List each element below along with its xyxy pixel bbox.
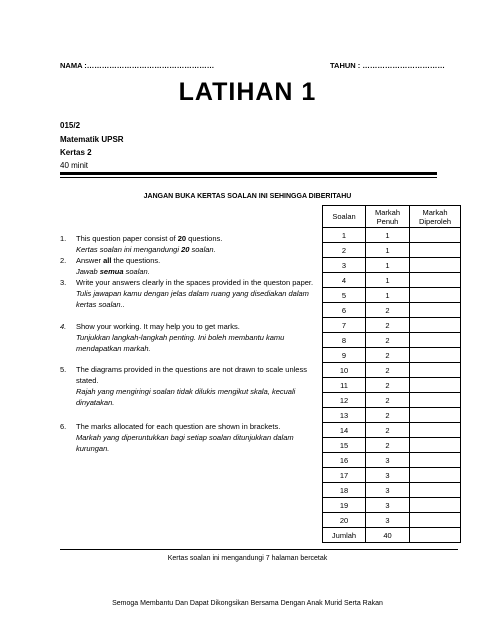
header-markah-diperoleh [410, 206, 461, 228]
obtained-marks-cell[interactable] [410, 498, 461, 513]
question-number: 7 [323, 318, 366, 333]
question-number: 2 [323, 243, 366, 258]
instruction-number: 4. [60, 322, 67, 331]
instruction-text: Answer [76, 256, 104, 265]
instruction-translation: Tulis jawapan kamu dengan jelas dalam ruang yang disediakan dalam kertas soalan.. [76, 289, 309, 309]
footer-message: Semoga Membantu Dan Dapat Dikongsikan Bersama Dengan Anak Murid Serta Rakan [112, 600, 383, 607]
instruction-number: 1. [60, 234, 67, 243]
instruction-text: Write your answers clearly in the spaces provided in the queston paper. [76, 278, 314, 287]
table-row [323, 498, 461, 513]
full-marks: 2 [366, 378, 410, 393]
table-row [323, 438, 461, 453]
instruction-translation: Jawab [76, 267, 100, 276]
obtained-marks-cell[interactable] [410, 348, 461, 363]
full-marks: 3 [366, 483, 410, 498]
divider-thick [60, 172, 437, 175]
obtained-marks-cell[interactable] [410, 453, 461, 468]
question-number: 13 [323, 408, 366, 423]
full-marks: 3 [366, 453, 410, 468]
table-row [323, 243, 461, 258]
obtained-marks-cell[interactable] [410, 273, 461, 288]
instruction-text: This question paper consist of [76, 234, 178, 243]
instruction-translation: soalan. [189, 245, 216, 254]
paper-subject: Matematik UPSR [60, 135, 124, 144]
instruction-4 [60, 321, 315, 354]
paper-code: 015/2 [60, 121, 81, 130]
instruction-5 [60, 364, 315, 408]
instruction-3 [60, 277, 315, 310]
table-row [323, 468, 461, 483]
instruction-translation: Markah yang diperuntukkan bagi setiap soalan ditunjukkan dalam kurungan. [76, 433, 294, 453]
table-row [323, 363, 461, 378]
full-marks: 2 [366, 393, 410, 408]
header-line: Markah [422, 207, 448, 217]
warning-banner: JANGAN BUKA KERTAS SOALAN INI SEHINGGA DIBERITAHU [143, 193, 352, 200]
full-marks: 2 [366, 318, 410, 333]
obtained-marks-cell[interactable] [410, 423, 461, 438]
full-marks: 2 [366, 303, 410, 318]
table-row [323, 273, 461, 288]
full-marks: 1 [366, 258, 410, 273]
table-row [323, 513, 461, 528]
instruction-number: 3. [60, 278, 67, 287]
total-label: Jumlah [323, 528, 366, 543]
question-number: 5 [323, 288, 366, 303]
instruction-translation: Rajah yang mengiringi soalan tidak dilukis mengikut skala, kecuali dinyatakan. [76, 387, 296, 407]
full-marks: 2 [366, 333, 410, 348]
obtained-marks-cell[interactable] [410, 408, 461, 423]
instruction-text: questions. [186, 234, 223, 243]
full-marks: 1 [366, 288, 410, 303]
instruction-bold: 20 [181, 245, 190, 254]
header-soalan: Soalan [323, 206, 366, 228]
full-marks: 2 [366, 408, 410, 423]
obtained-marks-cell[interactable] [410, 483, 461, 498]
footer-divider [60, 549, 458, 550]
question-number: 15 [323, 438, 366, 453]
header-markah-penuh [366, 206, 410, 228]
question-number: 4 [323, 273, 366, 288]
question-number: 19 [323, 498, 366, 513]
question-number: 16 [323, 453, 366, 468]
divider-thin [60, 177, 437, 178]
table-row [323, 348, 461, 363]
full-marks: 1 [366, 273, 410, 288]
instruction-number: 6. [60, 422, 67, 431]
obtained-marks-cell[interactable] [410, 333, 461, 348]
total-obtained-cell[interactable] [410, 528, 461, 543]
full-marks: 1 [366, 243, 410, 258]
table-row [323, 303, 461, 318]
paper-number: Kertas 2 [60, 148, 92, 157]
table-header-row [323, 206, 461, 228]
table-row [323, 378, 461, 393]
name-field-label: NAMA :…………………………………………… [60, 61, 215, 70]
total-marks: 40 [366, 528, 410, 543]
full-marks: 3 [366, 513, 410, 528]
instruction-translation: Tunjukkan langkah-langkah penting. Ini boleh membantu kamu mendapatkan markah. [76, 333, 285, 353]
full-marks: 3 [366, 468, 410, 483]
question-number: 17 [323, 468, 366, 483]
full-marks: 2 [366, 438, 410, 453]
obtained-marks-cell[interactable] [410, 228, 461, 243]
table-row [323, 258, 461, 273]
instruction-text: the questions. [111, 256, 161, 265]
table-row [323, 483, 461, 498]
question-number: 6 [323, 303, 366, 318]
instruction-6 [60, 421, 315, 454]
question-number: 12 [323, 393, 366, 408]
table-row [323, 228, 461, 243]
instruction-text: Show your working. It may help you to get marks. [76, 322, 240, 331]
obtained-marks-cell[interactable] [410, 438, 461, 453]
page-title: LATIHAN 1 [178, 78, 317, 106]
table-row [323, 408, 461, 423]
table-row [323, 318, 461, 333]
obtained-marks-cell[interactable] [410, 513, 461, 528]
question-number: 14 [323, 423, 366, 438]
question-number: 1 [323, 228, 366, 243]
instruction-bold: all [103, 256, 112, 265]
instruction-1 [60, 233, 315, 255]
full-marks: 2 [366, 348, 410, 363]
instruction-bold: semua [99, 267, 124, 276]
obtained-marks-cell[interactable] [410, 393, 461, 408]
header-line: Markah [374, 207, 400, 217]
paper-duration: 40 minit [60, 161, 89, 170]
question-number: 8 [323, 333, 366, 348]
table-row [323, 333, 461, 348]
question-number: 11 [323, 378, 366, 393]
instruction-translation: soalan. [123, 267, 150, 276]
full-marks: 2 [366, 363, 410, 378]
full-marks: 2 [366, 423, 410, 438]
question-number: 9 [323, 348, 366, 363]
marks-table [322, 205, 461, 543]
obtained-marks-cell[interactable] [410, 303, 461, 318]
obtained-marks-cell[interactable] [410, 318, 461, 333]
obtained-marks-cell[interactable] [410, 363, 461, 378]
obtained-marks-cell[interactable] [410, 468, 461, 483]
instruction-number: 2. [60, 256, 67, 265]
obtained-marks-cell[interactable] [410, 378, 461, 393]
question-number: 10 [323, 363, 366, 378]
instruction-bold: 20 [177, 234, 187, 243]
table-row [323, 288, 461, 303]
obtained-marks-cell[interactable] [410, 288, 461, 303]
obtained-marks-cell[interactable] [410, 243, 461, 258]
instruction-translation: Kertas soalan ini mengandungi [76, 245, 182, 254]
question-number: 20 [323, 513, 366, 528]
table-row [323, 393, 461, 408]
total-row [323, 528, 461, 543]
full-marks: 3 [366, 498, 410, 513]
header-line: Diperoleh [418, 216, 452, 226]
header-line: Penuh [376, 216, 399, 226]
table-row [323, 423, 461, 438]
year-field-label: TAHUN : …………………………… [330, 61, 445, 70]
instruction-text: The marks allocated for each question are shown in brackets. [76, 422, 281, 431]
page-count-note: Kertas soalan ini mengandungi 7 halaman bercetak [167, 555, 328, 562]
full-marks: 1 [366, 228, 410, 243]
obtained-marks-cell[interactable] [410, 258, 461, 273]
instruction-2 [60, 255, 315, 277]
instruction-number: 5. [60, 365, 67, 374]
instruction-text: The diagrams provided in the questions are not drawn to scale unless stated. [76, 365, 307, 385]
question-number: 3 [323, 258, 366, 273]
table-row [323, 453, 461, 468]
question-number: 18 [323, 483, 366, 498]
